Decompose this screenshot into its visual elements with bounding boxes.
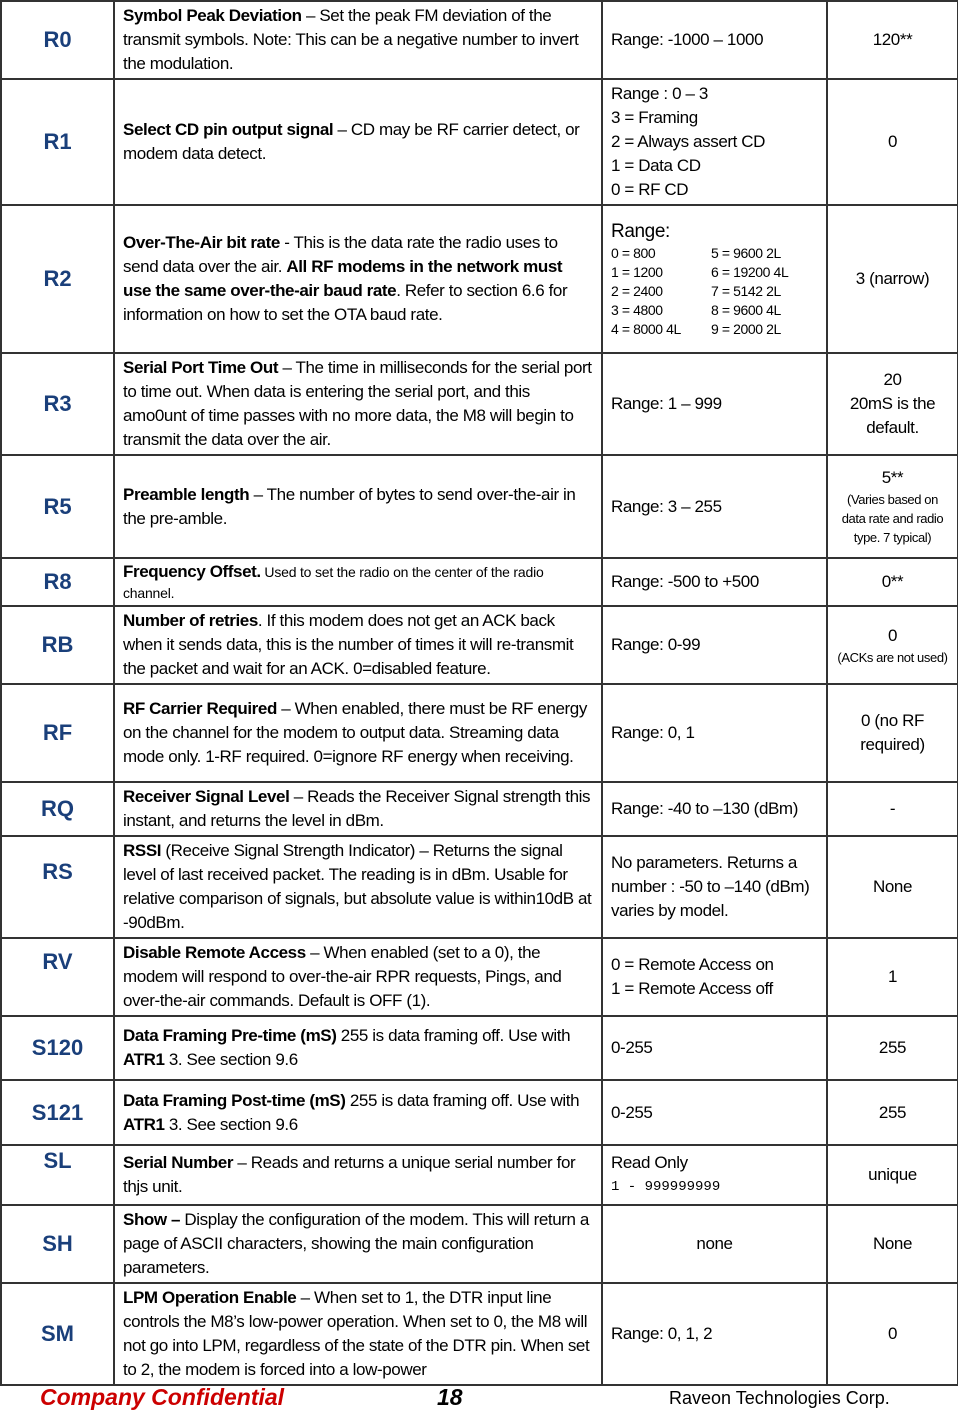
register-range: Range: -500 to +500 xyxy=(602,558,827,606)
register-title: RF Carrier Required xyxy=(123,699,277,718)
table-row xyxy=(1,558,958,606)
register-code: R8 xyxy=(1,558,114,606)
register-description xyxy=(114,606,602,684)
register-description xyxy=(114,836,602,938)
register-code: RQ xyxy=(1,782,114,836)
register-default: 0 (no RF required) xyxy=(827,684,958,782)
register-description-text: – Set the peak FM deviation of the transmit symbols. Note: This can be a negative number to invert the modulation. xyxy=(123,6,579,73)
register-code: R1 xyxy=(1,79,114,205)
register-default: 255 xyxy=(827,1080,958,1145)
range-option: 8 = 9600 4L xyxy=(711,301,781,318)
range-line: Read Only xyxy=(611,1153,688,1172)
register-title: Data Framing Pre-time (mS) xyxy=(123,1026,337,1045)
register-description xyxy=(114,1145,602,1205)
register-description-text: 255 is data framing off. Use with xyxy=(345,1090,580,1110)
register-code: R5 xyxy=(1,455,114,558)
register-range xyxy=(602,79,827,205)
register-description-text: – When enabled (set to a 0), the modem will respond to over-the-air RPR requests, Pings, and over-the-air commands. Default is OFF (1). xyxy=(123,943,562,1010)
register-description-text: Used to set the radio on the center of the radio channel. xyxy=(123,564,544,601)
register-range: Range: 0-99 xyxy=(602,606,827,684)
register-code: SH xyxy=(1,1205,114,1283)
table-row xyxy=(1,606,958,684)
register-description xyxy=(114,79,602,205)
default-value: 0 xyxy=(887,625,898,645)
range-option: 3 = 4800 xyxy=(611,301,663,318)
register-default: None xyxy=(827,1205,958,1283)
register-code: R0 xyxy=(1,1,114,79)
table-row xyxy=(1,1283,958,1385)
register-code: R2 xyxy=(1,205,114,353)
register-title: Data Framing Post-time (mS) xyxy=(123,1090,346,1110)
range-option: 7 = 5142 2L xyxy=(711,282,781,299)
baud-rate-options xyxy=(611,244,818,339)
register-default: 0 xyxy=(827,79,958,205)
register-title: Select CD pin output signal xyxy=(123,120,334,139)
range-option: 4 = 8000 4L xyxy=(611,320,681,337)
register-range xyxy=(602,1145,827,1205)
register-description-text: 255 is data framing off. Use with xyxy=(336,1026,571,1045)
table-row xyxy=(1,79,958,205)
table-row xyxy=(1,782,958,836)
range-line: 1 = Remote Access off xyxy=(611,979,773,998)
register-description xyxy=(114,1016,602,1080)
register-description-text: – When set to 1, the DTR input line controls the M8’s low-power operation. When set to 0, the M8 will not go into LPM, regardless of the state of the DTR pin. When set to 2, the modem is forced into a low-power xyxy=(123,1288,590,1379)
register-code: S120 xyxy=(1,1016,114,1080)
register-description xyxy=(114,1080,602,1145)
register-description xyxy=(114,455,602,558)
register-default: 0 xyxy=(827,1283,958,1385)
register-title: Disable Remote Access xyxy=(123,943,306,962)
register-emphasis: All RF modems in the network must use the same over-the-air baud rate xyxy=(123,257,563,300)
register-description-text: (Receive Signal Strength Indicator) – Returns the signal level of last received packet. The reading is in dBm. Usable for relative comparison of signals, but absolute value is within10dB at -90dBm. xyxy=(123,841,592,932)
confidential-label: Company Confidential xyxy=(40,1384,285,1410)
default-note: (Varies based on data rate and radio type. 7 typical) xyxy=(841,492,944,545)
register-description-text: 3. See section 9.6 xyxy=(164,1050,298,1069)
register-default: 255 xyxy=(827,1016,958,1080)
register-description xyxy=(114,782,602,836)
table-row xyxy=(1,1,958,79)
register-range: 0-255 xyxy=(602,1016,827,1080)
register-title: Serial Port Time Out xyxy=(123,358,279,377)
register-code: RB xyxy=(1,606,114,684)
range-line: 2 = Always assert CD xyxy=(611,132,766,151)
register-default: 0** xyxy=(827,558,958,606)
register-title: Number of retries xyxy=(123,611,258,630)
register-description-text: 3. See section 9.6 xyxy=(164,1114,298,1134)
table-row xyxy=(1,938,958,1016)
register-description-text: – CD may be RF carrier detect, or modem data detect. xyxy=(123,120,580,163)
register-range: Range: 1 – 999 xyxy=(602,353,827,455)
register-description-text: – Reads the Receiver Signal strength this instant, and returns the level in dBm. xyxy=(123,787,591,830)
page-footer xyxy=(0,1384,958,1414)
range-line: 3 = Framing xyxy=(611,108,698,127)
register-description-text: Display the configuration of the modem. This will return a page of ASCII characters, showing the main configuration parameters. xyxy=(123,1210,589,1277)
register-range: Range: 0, 1, 2 xyxy=(602,1283,827,1385)
register-description-text: . Refer to section 6.6 for information on how to set the OTA baud rate. xyxy=(123,281,568,324)
register-code: S121 xyxy=(1,1080,114,1145)
register-emphasis: ATR1 xyxy=(123,1050,165,1069)
register-description-text: – The time in milliseconds for the serial port to time out. When data is entering the serial port, and this amo0unt of time passes with no more data, the M8 will begin to transmit the data over the air. xyxy=(123,358,592,449)
register-default xyxy=(827,353,958,455)
register-title: Frequency Offset. xyxy=(123,562,261,581)
default-note: (ACKs are not used) xyxy=(837,649,948,665)
register-description-text: - This is the data rate the radio uses to send data over the air. xyxy=(123,233,558,276)
range-line: 0 = Remote Access on xyxy=(611,955,774,974)
register-range: 0-255 xyxy=(602,1080,827,1145)
register-default: - xyxy=(827,782,958,836)
register-default: 3 (narrow) xyxy=(827,205,958,353)
table-row xyxy=(1,1145,958,1205)
register-default: unique xyxy=(827,1145,958,1205)
register-default: 1 xyxy=(827,938,958,1016)
register-description-text: . If this modem does not get an ACK back when it sends data, this is the number of times it will re-transmit the packet and wait for an ACK. 0=disabled feature. xyxy=(123,611,574,678)
register-range: Range: -1000 – 1000 xyxy=(602,1,827,79)
register-code: RV xyxy=(1,938,114,1016)
register-range: none xyxy=(602,1205,827,1283)
register-description xyxy=(114,205,602,353)
register-range xyxy=(602,938,827,1016)
range-option: 0 = 800 xyxy=(611,244,656,261)
table-row xyxy=(1,684,958,782)
page-number: 18 xyxy=(437,1384,463,1410)
range-line: 0 = RF CD xyxy=(611,180,689,199)
register-description xyxy=(114,1,602,79)
table-row xyxy=(1,836,958,938)
register-default xyxy=(827,455,958,558)
register-default xyxy=(827,606,958,684)
register-range: Range: -40 to –130 (dBm) xyxy=(602,782,827,836)
register-description xyxy=(114,353,602,455)
register-description-text: – Reads and returns a unique serial number for thjs unit. xyxy=(123,1153,576,1196)
register-range xyxy=(602,205,827,353)
register-code: RF xyxy=(1,684,114,782)
register-description xyxy=(114,1283,602,1385)
range-option: 6 = 19200 4L xyxy=(711,263,789,280)
register-emphasis: ATR1 xyxy=(123,1114,165,1134)
register-code: SM xyxy=(1,1283,114,1385)
range-heading: Range: xyxy=(611,220,670,242)
register-description-text: – When enabled, there must be RF energy on the channel for the modem to output data. Streaming data mode only. 1-RF required. 0=ignore RF energy when receiving. xyxy=(123,699,587,766)
register-range: Range: 0, 1 xyxy=(602,684,827,782)
register-title: RSSI xyxy=(123,841,162,860)
table-row xyxy=(1,455,958,558)
register-default: None xyxy=(827,836,958,938)
range-line: 1 - 999999999 xyxy=(611,1179,721,1195)
table-row xyxy=(1,1205,958,1283)
register-title: Serial Number xyxy=(123,1153,234,1172)
register-title: LPM Operation Enable xyxy=(123,1288,297,1307)
table-row xyxy=(1,1016,958,1080)
range-option: 2 = 2400 xyxy=(611,282,663,299)
range-option: 9 = 2000 2L xyxy=(711,320,781,337)
register-description xyxy=(114,684,602,782)
register-code: RS xyxy=(1,836,114,938)
register-title: Over-The-Air bit rate xyxy=(123,233,280,252)
range-option: 1 = 1200 xyxy=(611,263,663,280)
register-code: SL xyxy=(1,1145,114,1205)
default-line: 20mS is the default. xyxy=(849,394,936,437)
table-row xyxy=(1,353,958,455)
register-title: Preamble length xyxy=(123,484,250,504)
table-row xyxy=(1,1080,958,1145)
register-title: Show – xyxy=(123,1210,181,1229)
range-line: Range : 0 – 3 xyxy=(611,84,708,103)
range-line: 1 = Data CD xyxy=(611,156,701,175)
register-range: No parameters. Returns a number : -50 to –140 (dBm) varies by model. xyxy=(602,836,827,938)
register-range: Range: 3 – 255 xyxy=(602,455,827,558)
register-description xyxy=(114,558,602,606)
register-description-text: – The number of bytes to send over-the-air in the pre-amble. xyxy=(123,484,576,528)
company-name: Raveon Technologies Corp. xyxy=(669,1388,890,1408)
register-description xyxy=(114,938,602,1016)
table-row xyxy=(1,205,958,353)
register-title: Symbol Peak Deviation xyxy=(123,6,302,25)
default-value: 5** xyxy=(881,468,904,487)
default-line: 20 xyxy=(883,370,902,389)
register-description xyxy=(114,1205,602,1283)
range-option: 5 = 9600 2L xyxy=(711,244,781,261)
register-title: Receiver Signal Level xyxy=(123,787,290,806)
register-default: 120** xyxy=(827,1,958,79)
register-code: R3 xyxy=(1,353,114,455)
